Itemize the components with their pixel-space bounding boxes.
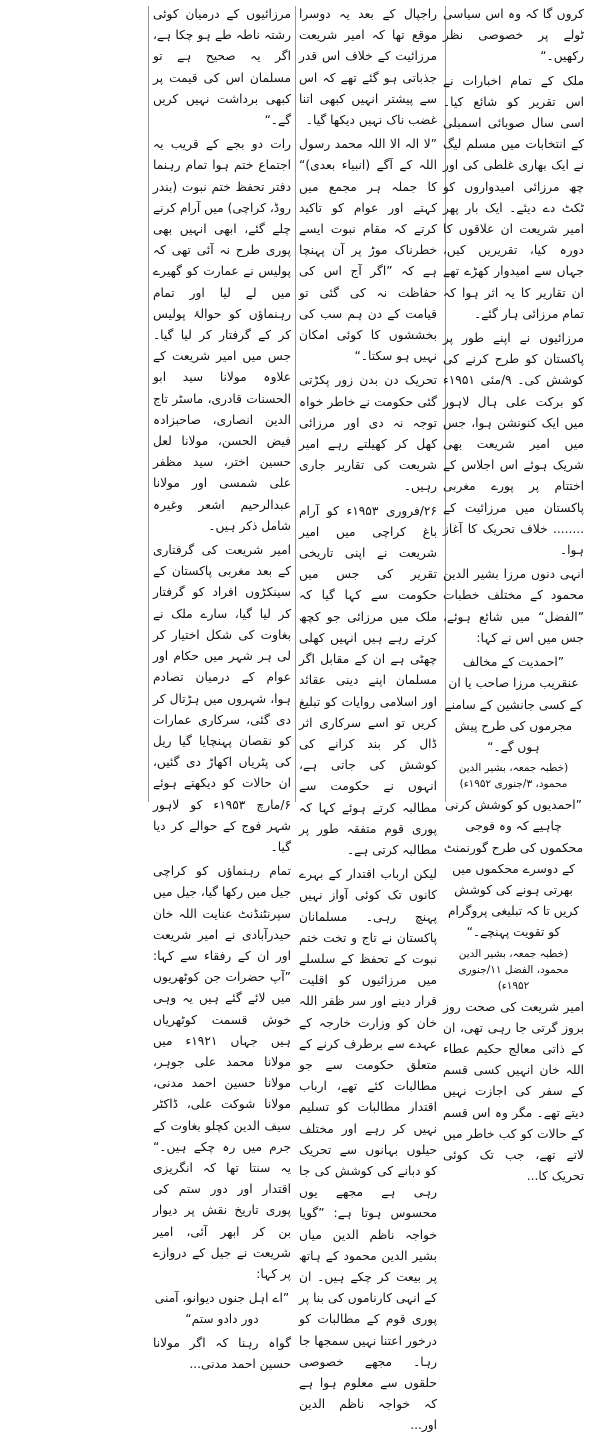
block-quote: ”احمدیوں کو کوشش کرنی چاہیے کہ وہ فوجی محکموں کی طرح گورنمنٹ کے دوسرے محکموں میں بھرتی ہونے کی کوشش کریں تا کہ تبلیغی پروگرام کو تقویت پہنچے۔“ bbox=[443, 798, 584, 940]
paragraph: تمام رہنماؤں کو کراچی جیل میں رکھا گیا، جیل میں سپرنٹنڈنٹ عنایت اللہ خان حیدرآبادی نے امیر شریعت اور ان کے رفقاء سے کہا: ”آپ حضرات جن کوٹھریوں میں لائے گئے ہیں یہ وہی خوش قسمت کوٹھریاں ہیں جہاں ۱۹۲۱ء میں مولانا محمد علی جوہر، مولانا حسین احمد مدنی، مولانا شوکت علی، ڈاکٹر سیف الدین کچلو بغاوت کے جرم میں رہ چکے ہیں۔“ یہ سنتا تھا کہ انگریزی اقتدار اور دور ستم کی پوری تاریخ نقش پر دیوار بن کر ابھر آئی، امیر شریعت نے جیل کے دروازے پر کہا: bbox=[153, 864, 291, 1281]
text-column-1 bbox=[443, 4, 584, 1184]
paragraph: لیکن ارباب اقتدار کے بہرے کانوں تک کوئی آواز نہیں پہنچ رہی۔ مسلمانان پاکستان نے تاج و تخت ختم نبوت کے تحفظ کے سلسلے میں مرزائیوں کو اقلیت قرار دینے اور سر ظفر اللہ خان کو وزارت خارجہ کے عہدے سے برطرف کرنے کے متعلق حکومت سے جو مطالبات کئے تھے، ارباب اقتدار مطالبات کو تسلیم نہیں کر رہے اور مختلف حیلوں بہانوں سے تحریک کو دبانے کی کوشش کی جا رہی ہے مجھے یوں محسوس ہوتا ہے: ”گویا خواجہ ناظم الدین میاں بشیر الدین محمود کے ہاتھ پر بیعت کر چکے ہیں۔ ان کے انہی کارناموں کی بنا پر پوری قوم کے مطالبات کو درخور اعتنا نہیں سمجھا جا رہا۔ مجھے خصوصی حلقوں سے معلوم ہوا ہے کہ خواجہ ناظم الدین اور... bbox=[299, 867, 437, 1433]
text-column-3 bbox=[153, 4, 291, 1371]
block-quote: ”احمدیت کے مخالف عنقریب مرزا صاحب یا ان کے کسی جانشین کے سامنے مجرموں کی طرح پیش ہوں گے۔“ bbox=[444, 655, 583, 754]
paragraph: کروں گا کہ وہ اس سیاسی ٹولے پر خصوصی نظر رکھیں۔“ bbox=[443, 7, 584, 64]
paragraph: راجپال کے بعد یہ دوسرا موقع تھا کہ امیر شریعت مرزائیت کے خلاف اس قدر جذباتی ہو گئے تھے کہ اس سے پیشتر انہیں کبھی اتنا غضب ناک نہیں دیکھا گیا۔ bbox=[299, 7, 437, 128]
paragraph: تحریک دن بدن زور پکڑتی گئی حکومت نے خاطر خواہ توجہ نہ دی اور مرزائی کھل کر کھیلتے رہے امیر شریعت کی تقاریر جاری رہیں۔ bbox=[299, 373, 437, 494]
paragraph: مرزائیوں نے اپنے طور پر پاکستان کو طرح کرنے کی کوشش کی۔ ۹/مئی ۱۹۵۱ء کو برکت علی ہال لاہور میں ایک کنونشن ہوا، جس میں امیر شریعت بھی شریک ہوئے اس اجلاس کے اختتام پر پورے مغربی پاکستان میں مرزائیت کے ........ خلاف تحریک کا آغاز ہوا۔ bbox=[443, 331, 584, 558]
paragraph: امیر شریعت کی صحت روز بروز گرتی جا رہی تھی، ان کے ذاتی معالج حکیم عطاء اللہ خان انہیں کسی قسم کے سفر کی اجازت نہیں دیتے تھے۔ مگر وہ اس قسم کے حالات کو کب خاطر میں لاتے تھے، جب تک کوئی تحریک کا... bbox=[443, 999, 584, 1184]
paragraph: ”لا الہ الا اللہ محمد رسول اللہ کے آگے (انبیاء بعدی)“ کا جملہ ہر مجمع میں کہتے اور عوام کو تاکید کرتے کہ مقام نبوت ایسے خطرناک موڑ پر آن پہنچا ہے کہ ”اگر آج اس کی حفاظت نہ کی گئی تو قیامت کے دن ہم سب کی بخششوں کا کوئی امکان نہیں ہو سکتا۔“ bbox=[299, 137, 437, 364]
paragraph: مرزائیوں کے درمیان کوئی رشتہ ناطہ طے ہو چکا ہے، اگر یہ صحیح ہے تو مسلمان اس کی قیمت پر کبھی برداشت نہیں کریں گے۔“ bbox=[153, 7, 291, 128]
paragraph: گواہ رہنا کہ اگر مولانا حسین احمد مدنی... bbox=[153, 1335, 291, 1371]
text-column-4 bbox=[4, 4, 144, 804]
paragraph: ملک کے تمام اخبارات نے اس تقریر کو شائع کیا۔ اسی سال صوبائی اسمبلی کے انتخابات میں مسلم لیگ نے ایک بھاری غلطی کی اور چھ مرزائی امیدواروں کو ٹکٹ دے دیئے۔ ایک بار پھر امیر شریعت ان علاقوں کا دورہ کیا، تقریریں کیں، جہاں سے امیدوار کھڑے تھے ان تقاریر کا یہ اثر ہوا کہ تمام مرزائی ہار گئے۔ bbox=[443, 73, 584, 321]
paragraph: رات دو بجے کے قریب یہ اجتماع ختم ہوا تمام رہنما دفتر تحفظ ختم نبوت (بندر روڈ، کراچی) میں آرام کرنے چلے گئے، ابھی انہیں بھی پوری طرح نہ آئی تھی کہ پولیس نے عمارت کو گھیرے میں لے لیا اور تمام رہنماؤں کو حوالۂ پولیس کر کے گرفتار کر لیا گیا۔ جس میں امیر شریعت کے علاوہ مولانا سید ابو الحسنات قادری، ماسٹر تاج الدین انصاری، صاحبزادہ فیض الحسن، مولانا لعل حسین اختر، سید مظفر علی شمسی اور مولانا عبدالرحیم اشعر وغیرہ شامل ذکر ہیں۔ bbox=[153, 137, 291, 533]
paragraph: ۲۶/فروری ۱۹۵۳ء کو آرام باغ کراچی میں امیر شریعت نے اپنی تاریخی تقریر کی جس میں حکومت سے کہا گیا کہ ملک میں مرزائی جو کچھ کرتے رہے ہیں انہیں کھلی چھٹی ہے ان کے مقابل اگر مسلمان اپنے دینی عقائد اور اسلامی روایات کو تبلیغ کریں تو اسے سرکاری اثر ڈال کر بند کرانے کی کوشش کی جاتی ہے، انہوں نے حکومت سے مطالبہ کرتے ہوئے کہا کہ پوری قوم متفقہ طور پر مطالبہ کرتی ہے۔ bbox=[299, 503, 438, 857]
quote-citation: (خطبہ جمعہ، بشیر الدین محمود، ۳/جنوری ۱۹۵۲ء) bbox=[458, 762, 569, 791]
paragraph: انہی دنوں مرزا بشیر الدین محمود کے مختلف خطبات ”الفضل“ میں شائع ہوئے، جس میں اس نے کہا: bbox=[443, 567, 584, 645]
quote-citation: (خطبہ جمعہ، بشیر الدین محمود، الفضل ۱۱/جنوری ۱۹۵۲ء) bbox=[458, 947, 569, 992]
text-column-2 bbox=[299, 4, 438, 1433]
column-divider bbox=[148, 6, 149, 802]
paragraph: امیر شریعت کی گرفتاری کے بعد مغربی پاکستان کے سینکڑوں افراد کو گرفتار کر لیا گیا، سارے ملک نے بغاوت کی شکل اختیار کر لی ہر شہر میں حکام اور عوام کے درمیان تصادم ہوا، شہروں میں ہڑتال کر دی گئی، سرکاری عمارات کو نقصان پہنچایا گیا ریل کی پٹریاں اکھاڑ دی گئیں، ان حالات کو دیکھتے ہوئے ۶/مارچ ۱۹۵۳ء کو لاہور شہر فوج کے حوالے کر دیا گیا۔ bbox=[153, 543, 291, 854]
block-quote: ”اے اہل جنوں دیوانو، آمنی دور دادو ستم“ bbox=[154, 1291, 290, 1327]
column-divider bbox=[295, 6, 296, 802]
